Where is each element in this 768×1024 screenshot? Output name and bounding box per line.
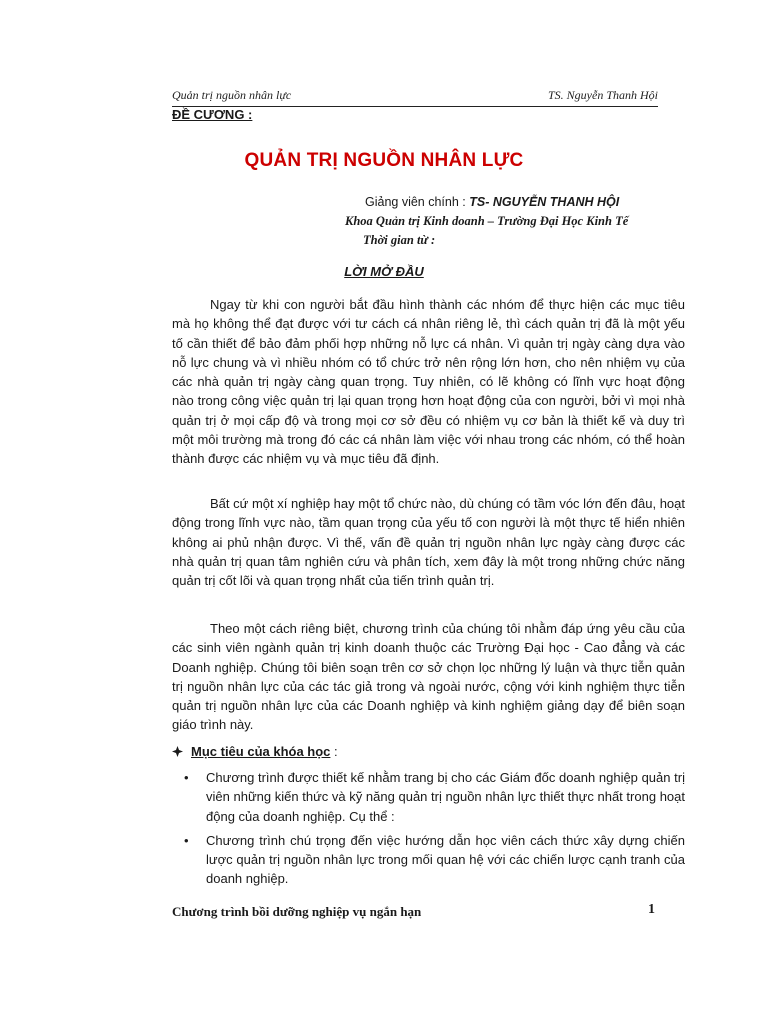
- duration-line: Thời gian từ :: [363, 233, 436, 247]
- list-item: [172, 831, 685, 889]
- course-goals-label: Mục tiêu của khóa học: [191, 744, 331, 759]
- list-item-text: Chương trình chú trọng đến việc hướng dẫn học viên cách thức xây dựng chiến lược quản trị nguồn nhân lực trong mối quan hệ với các chiến lược cạnh tranh của doanh nghiệp.: [206, 832, 685, 887]
- preface-paragraph-1: Ngay từ khi con người bắt đầu hình thành các nhóm để thực hiện các mục tiêu mà họ không thể đạt được với tư cách cá nhân riêng lẻ, thì cách quản trị đã là một yếu tố cần thiết để bảo đảm phối hợp những nỗ lực cá nhân. Vì quản trị ngày càng dựa vào nỗ lực chung và vì nhiều nhóm có tổ chức trở nên rộng lớn hơn, cho nên nhiệm vụ của các nhà quản trị ngày càng quan trọng. Tuy nhiên, có lẽ không có lĩnh vực hoạt động nào trong công việc quản trị lại quan trọng hơn hoạt động của con người, bởi vì mọi nhà quản trị ở mọi cấp độ và trong mọi cơ sở đều có nhiệm vụ cơ bản là thiết kế và duy trì một môi trường mà trong đó các cá nhân làm việc với nhau trong các nhóm, có thể hoàn thành được các nhiệm vụ và mục tiêu đã định.: [172, 297, 685, 467]
- course-goals-heading: [172, 744, 338, 759]
- lecturer-label: Giảng viên chính :: [365, 195, 470, 209]
- outline-label: ĐỀ CƯƠNG :: [172, 107, 253, 122]
- list-item-text: Chương trình được thiết kế nhằm trang bị cho các Giám đốc doanh nghiệp quản trị viên những kiến thức và kỹ năng quản trị nguồn nhân lực thiết thực nhất trong hoạt động của doanh nghiệp. Cụ thể :: [206, 770, 685, 824]
- lecturer-name: TS- NGUYỄN THANH HỘI: [469, 195, 620, 209]
- faculty-line: Khoa Quản trị Kinh doanh – Trường Đại Học Kinh Tế: [345, 214, 629, 228]
- footer-program-name: Chương trình bồi dưỡng nghiệp vụ ngắn hạn: [172, 904, 422, 919]
- preface-paragraph-3: Theo một cách riêng biệt, chương trình của chúng tôi nhằm đáp ứng yêu cầu của các sinh viên ngành quản trị kinh doanh thuộc các Trường Đại học - Cao đẳng và các Doanh nghiệp. Chúng tôi biên soạn trên cơ sở chọn lọc những lý luận và thực tiễn quản trị nguồn nhân lực của các tác giả trong và ngoài nước, cộng với kinh nghiệm thực tiễn quản trị nguồn nhân lực của các Doanh nghiệp và kinh nghiệm giảng dạy để biên soạn giáo trình này.: [172, 621, 685, 733]
- running-header: [172, 88, 658, 107]
- bullet-dot-icon: •: [184, 832, 189, 848]
- lecturer-line: [365, 195, 619, 209]
- header-course-name: Quản trị nguồn nhân lực: [172, 88, 292, 102]
- header-author: TS. Nguyễn Thanh Hội: [547, 88, 658, 102]
- page-number: 1: [648, 902, 655, 917]
- preface-paragraph-2: Bất cứ một xí nghiệp hay một tổ chức nào, dù chúng có tầm vóc lớn đến đâu, hoạt động trong lĩnh vực nào, tầm quan trọng của yếu tố con người là một thực tế hiển nhiên không ai phủ nhận được. Vì thế, vấn đề quản trị nguồn nhân lực ngày càng được các nhà quản trị quan tâm nghiên cứu và phân tích, xem đây là một trong những chức năng quản trị cốt lõi và quan trọng nhất của tiến trình quản trị.: [172, 496, 685, 589]
- preface-heading: LỜI MỞ ĐẦU: [344, 264, 424, 279]
- course-goals-list: [172, 768, 685, 894]
- diamond-bullet-icon: [172, 746, 183, 757]
- bullet-dot-icon: •: [184, 770, 189, 785]
- list-item: [172, 768, 685, 826]
- document-title: QUẢN TRỊ NGUỒN NHÂN LỰC: [244, 150, 524, 171]
- course-goals-colon: :: [330, 744, 338, 759]
